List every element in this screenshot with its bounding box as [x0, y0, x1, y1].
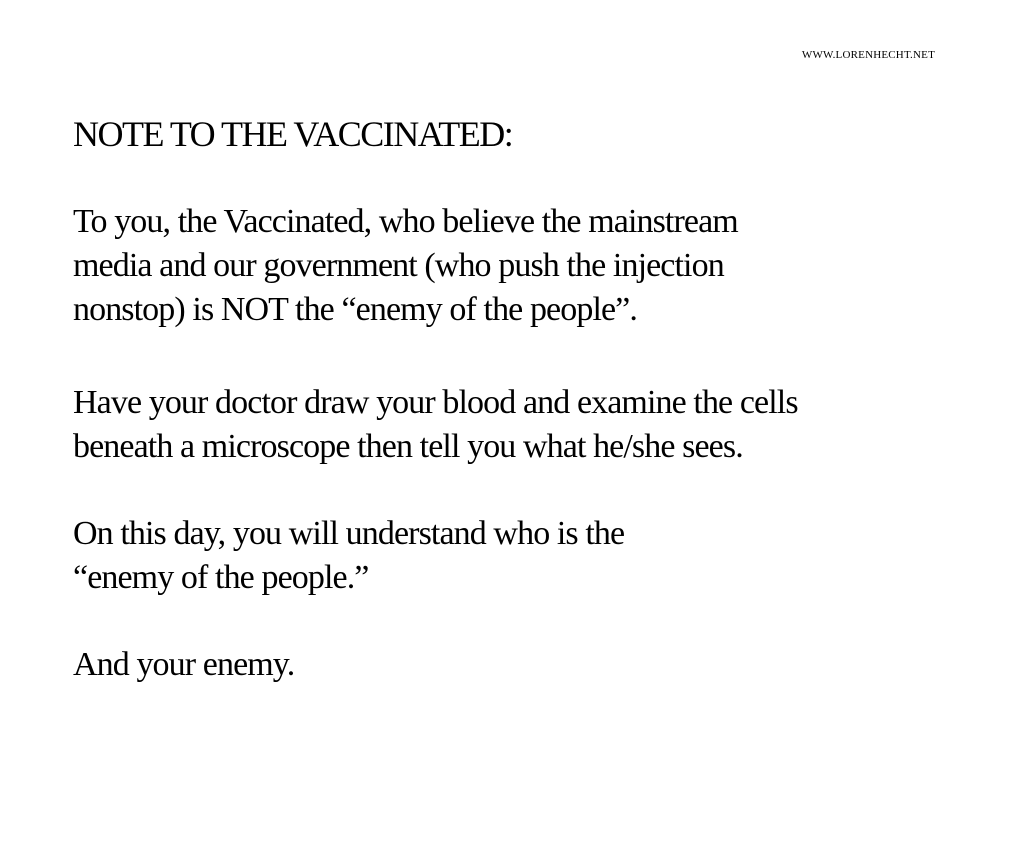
paragraph-line: To you, the Vaccinated, who believe the mainstream — [73, 203, 738, 240]
paragraph-line: nonstop) is NOT the “enemy of the people”. — [73, 291, 637, 328]
paragraph-1 — [73, 200, 738, 332]
paragraph-line: media and our government (who push the injection — [73, 247, 724, 284]
paragraph-line: On this day, you will understand who is the — [73, 515, 625, 552]
paragraph-4 — [73, 643, 294, 687]
paragraph-line: beneath a microscope then tell you what he/she sees. — [73, 428, 743, 465]
paragraph-line: “enemy of the people.” — [73, 559, 369, 596]
paragraph-3 — [73, 512, 624, 600]
note-heading: NOTE TO THE VACCINATED: — [73, 114, 513, 154]
site-url: WWW.LORENHECHT.NET — [801, 49, 935, 61]
paragraph-line: And your enemy. — [73, 646, 295, 683]
paragraph-line: Have your doctor draw your blood and examine the cells — [73, 384, 798, 421]
paragraph-2 — [73, 381, 798, 469]
